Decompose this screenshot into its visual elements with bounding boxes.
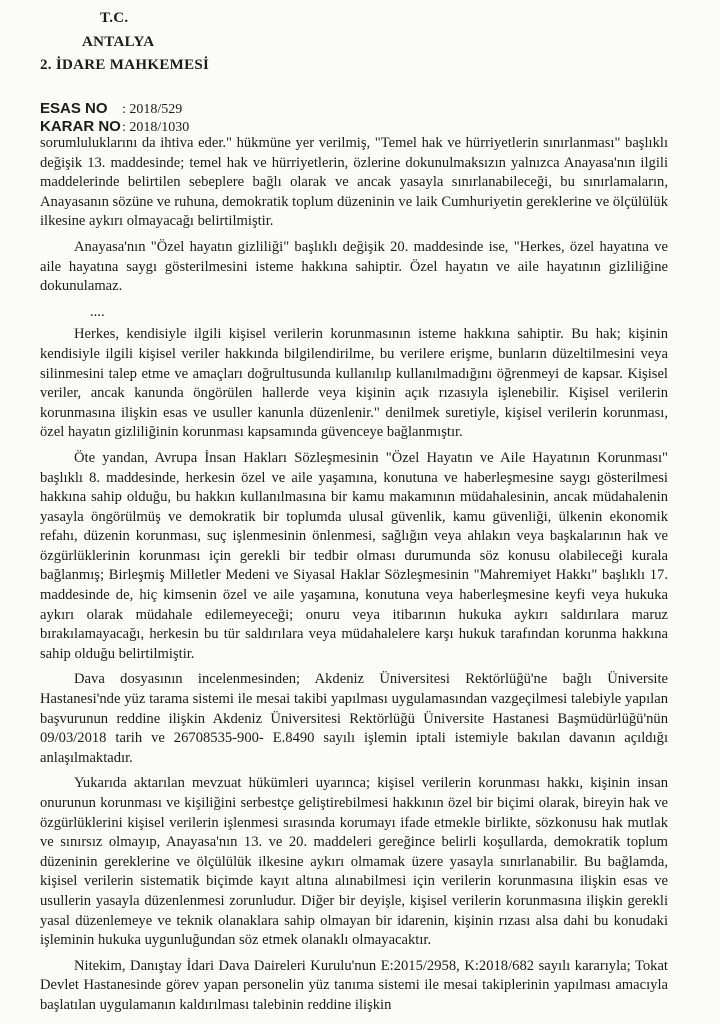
paragraph: Yukarıda aktarılan mevzuat hükümleri uyarınca; kişisel verilerin korunması hakkı, kişinin insan onurunun korunması ve kişiliğini serbestçe geliştirebilmesi hakkının özel bir biçimi olarak, bireyin hak ve özgürlüklerini kişisel verilerin işlenmesi sırasında korumayı ifade etmekle birlikte, sözkonusu hak mutlak ve sınırsız olmayıp, Anayasa'nın 13. ve 20. maddeleri gereğince belirli koşullarda, demokratik toplum düzeninin gereklerine ve ölçülülük ilkesine aykırı olmamak üzere yasayla sınırlanabilir. Bu bağlamda, kişisel verilerin sistematik biçimde kayıt altına alınabilmesi için verilerin korunmasına ilişkin esas ve usullerin yasayla düzenlenmesi zorunludur. Diğer bir deyişle, kişisel verilerin korunmasına ilişkin gerekli yasal düzenlemeye ve teknik olanaklara sahip olmayan bir idarenin, kişinin rızası alsa dahi bu konudaki işleminin hukuka uygunluğundan söz etmek olanaklı olmayacaktır. <box>40 775 668 949</box>
header-tc: T.C. <box>100 10 129 26</box>
document-body <box>40 134 668 1022</box>
paragraph: Anayasa'nın "Özel hayatın gizliliği" başlıklı değişik 20. maddesinde ise, "Herkes, özel hayatına ve aile hayatına saygı gösterilmesini isteme hakkına sahiptir. Özel hayatın ve aile hayatının gizliliğine dokunulamaz. <box>40 238 668 295</box>
paragraph: sorumluluklarını da ihtiva eder." hükmüne yer verilmiş, "Temel hak ve hürriyetlerin sınırlanması" başlıklı değişik 13. maddesinde; temel hak ve hürriyetlerin, özlerine dokunulmaksızın yalnızca Anayasa'nın ilgili maddelerinde belirtilen sebeplere bağlı olarak ve ancak yasayla sınırlanabileceği, bu sınırlamaların, Anayasanın sözüne ve ruhuna, demokratik toplum düzeninin ve laik Cumhuriyetin gereklerine ve ölçülülük ilkesine aykırı olmayacağı belirtilmiştir. <box>40 135 668 230</box>
karar-no-label: KARAR NO <box>40 118 121 135</box>
paragraph: Öte yandan, Avrupa İnsan Hakları Sözleşmesinin "Özel Hayatın ve Aile Hayatının Korunması" başlıklı 8. maddesinde, herkesin özel ve aile yaşamına, konutuna ve haberleşmesine saygı gösterilmesi hakkına sahip olduğu, bu hakkın kullanılmasına bir kamu makamının müdahalesinin, ancak müdahalenin yasayla öngörülmüş ve demokratik bir toplumda ulusal güvenlik, kamu güvenliği, ülkenin ekonomik refahı, düzenin korunması, suç işlenmesinin önlenmesi, sağlığın veya ahlakın veya başkalarının hak ve özgürlüklerinin korunması için gerekli bir tedbir olması durumunda söz konusu olabileceği kurala bağlanmış; Birleşmiş Milletler Medeni ve Siyasal Haklar Sözleşmesinin "Mahremiyet Hakkı" başlıklı 17. maddesinde de, hiç kimsenin özel ve aile yaşamına, konutuna veya haberleşmesine keyfi veya hukuka aykırı olarak müdahale edilemeyeceği; onuru veya itibarının hukuka aykırı saldırılara maruz bırakılamayacağı, herkesin bu tür saldırılara veya müdahalelere karşı hukuk tarafından korunma hakkına sahip olduğu belirtilmiştir. <box>40 449 668 662</box>
header-city: ANTALYA <box>82 34 155 50</box>
esas-no-value: : 2018/529 <box>122 102 183 117</box>
header-court: 2. İDARE MAHKEMESİ <box>40 57 210 73</box>
ellipsis-line: .... <box>90 303 105 320</box>
esas-no-label: ESAS NO <box>40 100 108 117</box>
karar-no-value: : 2018/1030 <box>122 120 190 135</box>
paragraph: Nitekim, Danıştay İdari Dava Daireleri Kurulu'nun E:2015/2958, K:2018/682 sayılı kararıyla; Tokat Devlet Hastanesinde görev yapan personelin yüz tanıma sistemi ile mesai takiplerinin yapılması amacıyla başlatılan uygulamanın kaldırılması talebinin reddine ilişkin <box>40 957 668 1013</box>
paragraph: Herkes, kendisiyle ilgili kişisel verilerin korunmasının isteme hakkına sahiptir. Bu hak; kişinin kendisiyle ilgili kişisel veriler hakkında bilgilendirilme, bu verilere erişme, bunların düzeltilmesini veya silinmesini talep etme ve amaçları doğrultusunda kullanılıp kullanılmadığını öğrenmeyi de kapsar. Kişisel veriler, ancak kanunda öngörülen hallerde veya kişinin açık rızasıyla işlenebilir. Kişisel verilerin korunmasına ilişkin esas ve usuller kanunla düzenlenir." denilmek suretiyle, kişisel verilerin korunması, özel hayatın gizliliğinin korunması kapsamında güvenceye bağlanmıştır. <box>40 326 668 441</box>
esas-no-row <box>40 100 182 118</box>
paragraph: Dava dosyasının incelenmesinden; Akdeniz Üniversitesi Rektörlüğü'ne bağlı Üniversite Hastanesi'nde yüz tarama sistemi ile mesai takibi yapılması uygulamasından vazgeçilmesi talebiyle yapılan başvurunun reddine ilişkin Akdeniz Üniversitesi Rektörlüğü Üniversite Hastanesi Başmüdürlüğü'nün 09/03/2018 tarih ve 26708535-900- E.8490 sayılı işlemin iptali istemiyle bakılan davanın açıldığı anlaşılmaktadır. <box>40 671 668 766</box>
